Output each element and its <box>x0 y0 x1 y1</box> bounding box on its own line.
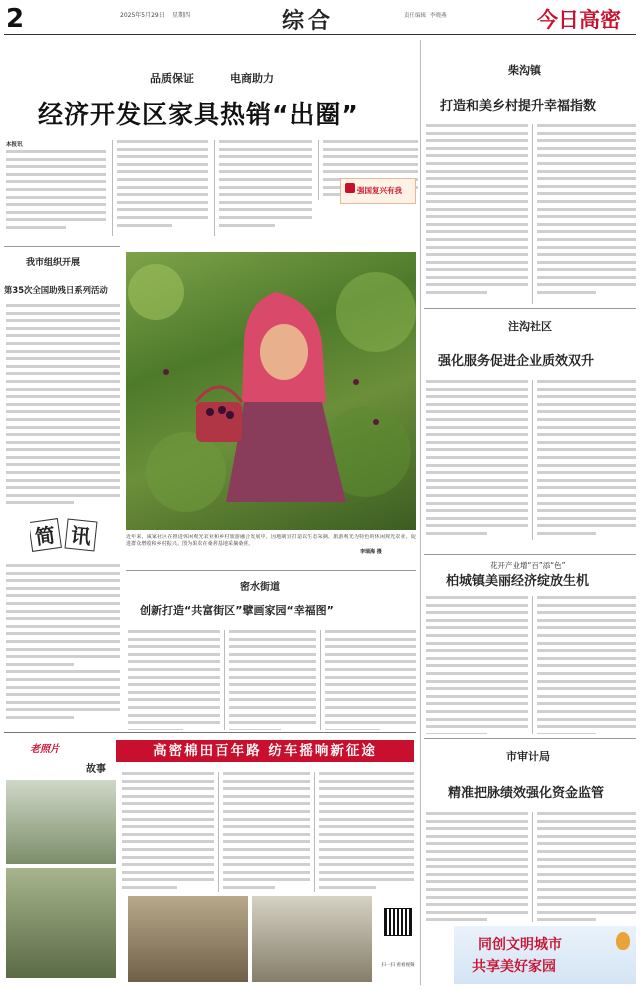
right-3-kicker: 花开产业增“百”添“色” <box>490 561 566 570</box>
lead-column-2 <box>112 140 208 236</box>
feature-label-2: 故事 <box>86 764 106 775</box>
right-3-title: 柏城镇美丽经济绽放生机 <box>446 574 590 589</box>
feature-banner: 高密棉田百年路 纺车摇响新征途 <box>116 740 414 762</box>
right-4-rule <box>424 738 636 739</box>
header-rule <box>4 34 636 35</box>
section-name: 综合 <box>282 9 335 34</box>
lead-reporter: 本报讯 <box>6 142 23 148</box>
issue-date: 2025年5月29日 <box>120 12 165 19</box>
masthead-logo: 今日高密 <box>537 7 621 32</box>
left-news-kicker: 我市组织开展 <box>26 258 81 268</box>
lead-column-1 <box>6 140 106 236</box>
right-4-column-2 <box>532 812 636 922</box>
mid-column-3 <box>320 630 416 730</box>
right-1-kicker: 柴沟镇 <box>508 64 541 77</box>
brief-title-1: 简 <box>30 518 62 552</box>
photo-caption: 近年来，咸家社区在推进休闲观光农业和乡村旅游融合发展中，因地制宜打造以生态采摘、旅游观光为特色的休闲观光农业，促进群众增收和乡村振兴。图为果农在桑葚基地采摘桑葚。 <box>126 534 416 547</box>
right-3-column-1 <box>426 596 528 734</box>
seal-badge <box>340 178 416 204</box>
promo-line-1: 同创文明城市 <box>478 937 562 953</box>
feature-rule <box>4 732 416 733</box>
right-divider <box>420 40 421 985</box>
feature-photo-3 <box>128 896 248 982</box>
party-emblem-icon <box>345 183 355 193</box>
right-2-title: 强化服务促进企业质效双升 <box>438 354 595 369</box>
photo-credit: 李瑞海 摄 <box>360 549 382 555</box>
page-number: 2 <box>6 4 25 34</box>
right-2-column-1 <box>426 380 528 540</box>
qr-code-icon[interactable] <box>384 908 412 936</box>
feature-photo-2 <box>6 868 116 978</box>
feature-column-1 <box>122 772 214 892</box>
balloon-icon <box>616 932 630 950</box>
issue-weekday: 星期四 <box>172 12 191 19</box>
feature-column-2 <box>218 772 310 892</box>
feature-column-3 <box>314 772 414 892</box>
right-3-column-2 <box>532 596 636 734</box>
editor-name: 李晓燕 <box>430 13 447 19</box>
mid-news-kicker: 密水街道 <box>240 582 280 593</box>
brief-title-2: 讯 <box>65 519 98 552</box>
lead-title: 经济开发区家具热销“出圈” <box>38 100 359 129</box>
right-2-kicker: 注沟社区 <box>508 320 552 333</box>
mid-column-2 <box>224 630 316 730</box>
editor-label: 责任编辑 <box>404 13 427 19</box>
right-1-column-1 <box>426 124 528 304</box>
civic-promo-banner <box>454 926 636 984</box>
main-photo <box>126 252 416 530</box>
right-4-title: 精准把脉绩效强化资金监管 <box>448 786 605 801</box>
feature-photo-4 <box>252 896 372 982</box>
feature-photo-1 <box>6 780 116 864</box>
right-2-rule <box>424 308 636 309</box>
right-3-rule <box>424 554 636 555</box>
promo-line-2: 共享美好家园 <box>472 959 556 975</box>
lead-kicker-left: 品质保证 <box>150 72 194 85</box>
feature-label-1: 老照片 <box>30 744 60 755</box>
mid-column-1 <box>128 630 220 730</box>
mid-rule <box>126 570 416 571</box>
seal-text: 强国复兴有我 <box>357 186 402 195</box>
mid-news-title: 创新打造“共富街区”擘画家园“幸福图” <box>140 604 334 617</box>
right-4-kicker: 市审计局 <box>506 750 550 763</box>
lead-kicker-right: 电商助力 <box>230 72 274 85</box>
left-news-body <box>6 304 120 504</box>
lead-column-3 <box>214 140 312 236</box>
right-1-column-2 <box>532 124 636 304</box>
right-1-title: 打造和美乡村提升幸福指数 <box>440 99 597 114</box>
qr-note: 扫一扫 看看视频 <box>381 963 415 968</box>
right-2-column-2 <box>532 380 636 540</box>
right-4-column-1 <box>426 812 528 922</box>
brief-header <box>30 518 100 554</box>
left-news-title: 第35次全国助残日系列活动 <box>4 285 108 295</box>
brief-body <box>6 564 120 726</box>
left-rule-1 <box>4 246 120 247</box>
page-header <box>0 0 640 38</box>
